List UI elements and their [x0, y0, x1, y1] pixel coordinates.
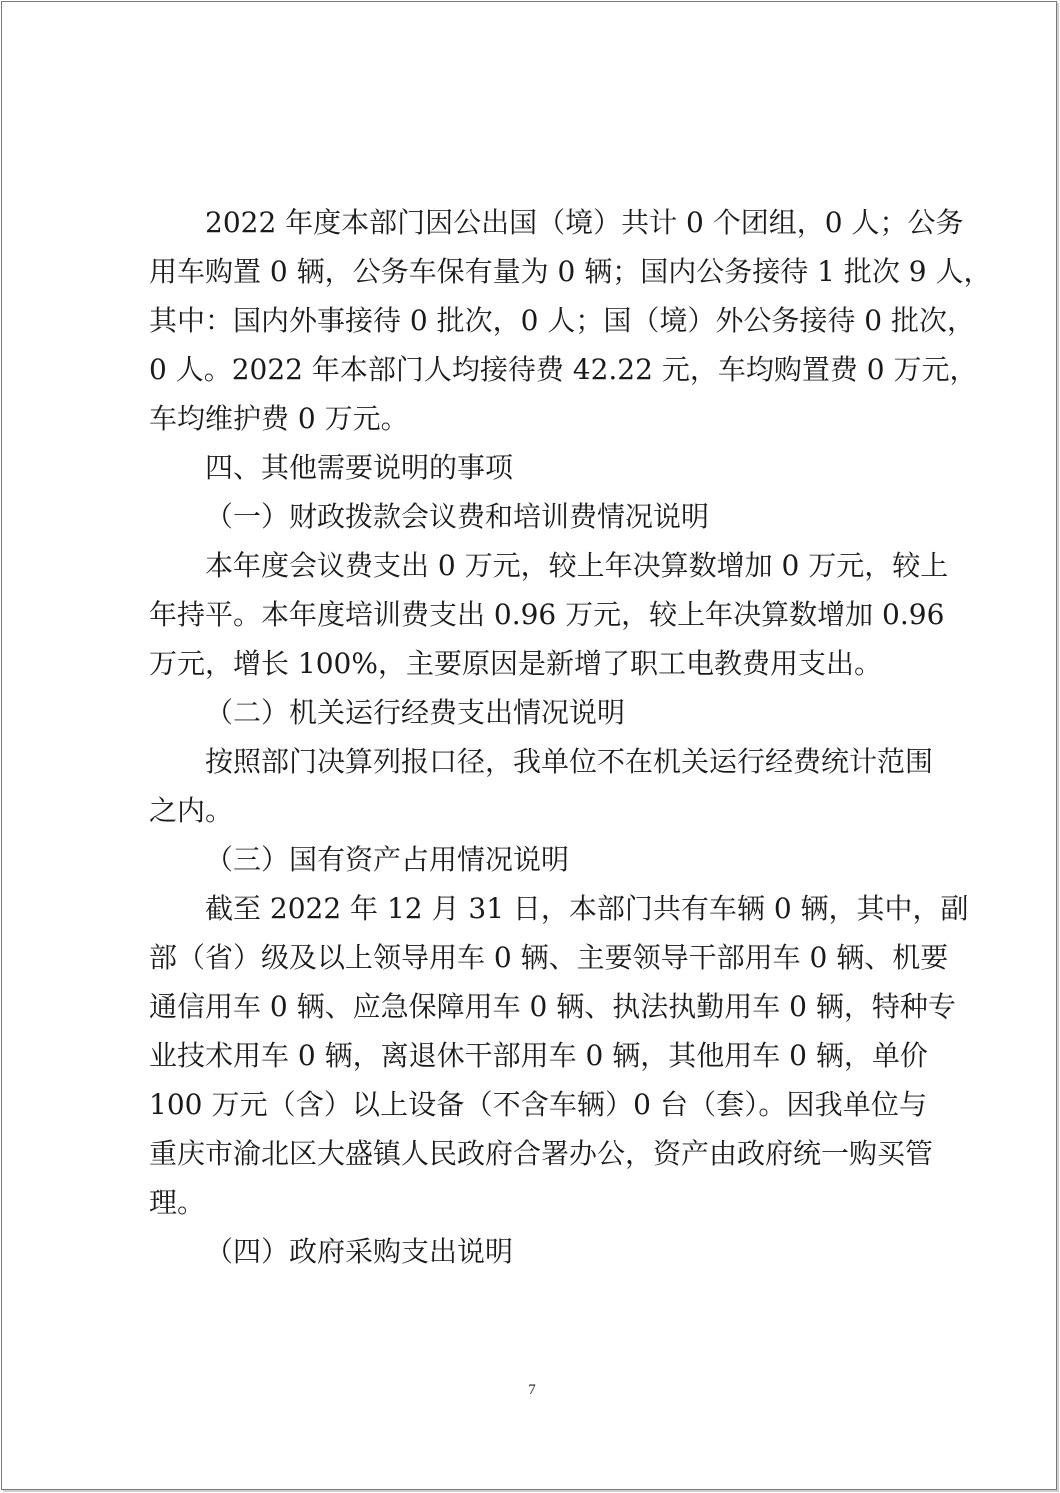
subsection-heading: （二）机关运行经费支出情况说明	[205, 696, 626, 729]
paragraph-line: 100 万元（含）以上设备（不含车辆）0 台（套）。因我单位与	[149, 1088, 927, 1121]
subsection-heading: （四）政府采购支出说明	[205, 1235, 514, 1268]
paragraph-line: 重庆市渝北区大盛镇人民政府合署办公，资产由政府统一购买管	[149, 1137, 934, 1170]
paragraph-line: 万元，增长 100%，主要原因是新增了职工电教费用支出。	[149, 647, 882, 680]
section-heading: 四、其他需要说明的事项	[205, 451, 514, 484]
page-number: 7	[528, 1382, 536, 1398]
document-page	[1, 1, 1057, 1490]
paragraph-line: 其中：国内外事接待 0 批次，0 人；国（境）外公务接待 0 批次，	[149, 304, 975, 337]
paragraph-line: 之内。	[149, 794, 234, 827]
paragraph-line: 用车购置 0 辆，公务车保有量为 0 辆；国内公务接待 1 批次 9 人，	[149, 255, 992, 288]
paragraph-line: 截至 2022 年 12 月 31 日，本部门共有车辆 0 辆，其中，副	[205, 892, 969, 925]
paragraph-line: 理。	[149, 1186, 206, 1219]
paragraph-line: 按照部门决算列报口径，我单位不在机关运行经费统计范围	[205, 745, 934, 778]
paragraph-line: 通信用车 0 辆、应急保障用车 0 辆、执法执勤用车 0 辆，特种专	[149, 990, 956, 1023]
paragraph-line: 车均维护费 0 万元。	[149, 402, 409, 435]
paragraph-line: 本年度会议费支出 0 万元，较上年决算数增加 0 万元，较上	[205, 549, 949, 582]
paragraph-line: 年持平。本年度培训费支出 0.96 万元，较上年决算数增加 0.96	[149, 598, 945, 631]
subsection-heading: （一）财政拨款会议费和培训费情况说明	[205, 500, 710, 533]
paragraph-line: 业技术用车 0 辆，离退休干部用车 0 辆，其他用车 0 辆，单价	[149, 1039, 928, 1072]
paragraph-line: 2022 年度本部门因公出国（境）共计 0 个团组，0 人；公务	[205, 206, 964, 239]
paragraph-line: 0 人。2022 年本部门人均接待费 42.22 元，车均购置费 0 万元，	[149, 353, 978, 386]
subsection-heading: （三）国有资产占用情况说明	[205, 843, 570, 876]
paragraph-line: 部（省）级及以上领导用车 0 辆、主要领导干部用车 0 辆、机要	[149, 941, 949, 974]
